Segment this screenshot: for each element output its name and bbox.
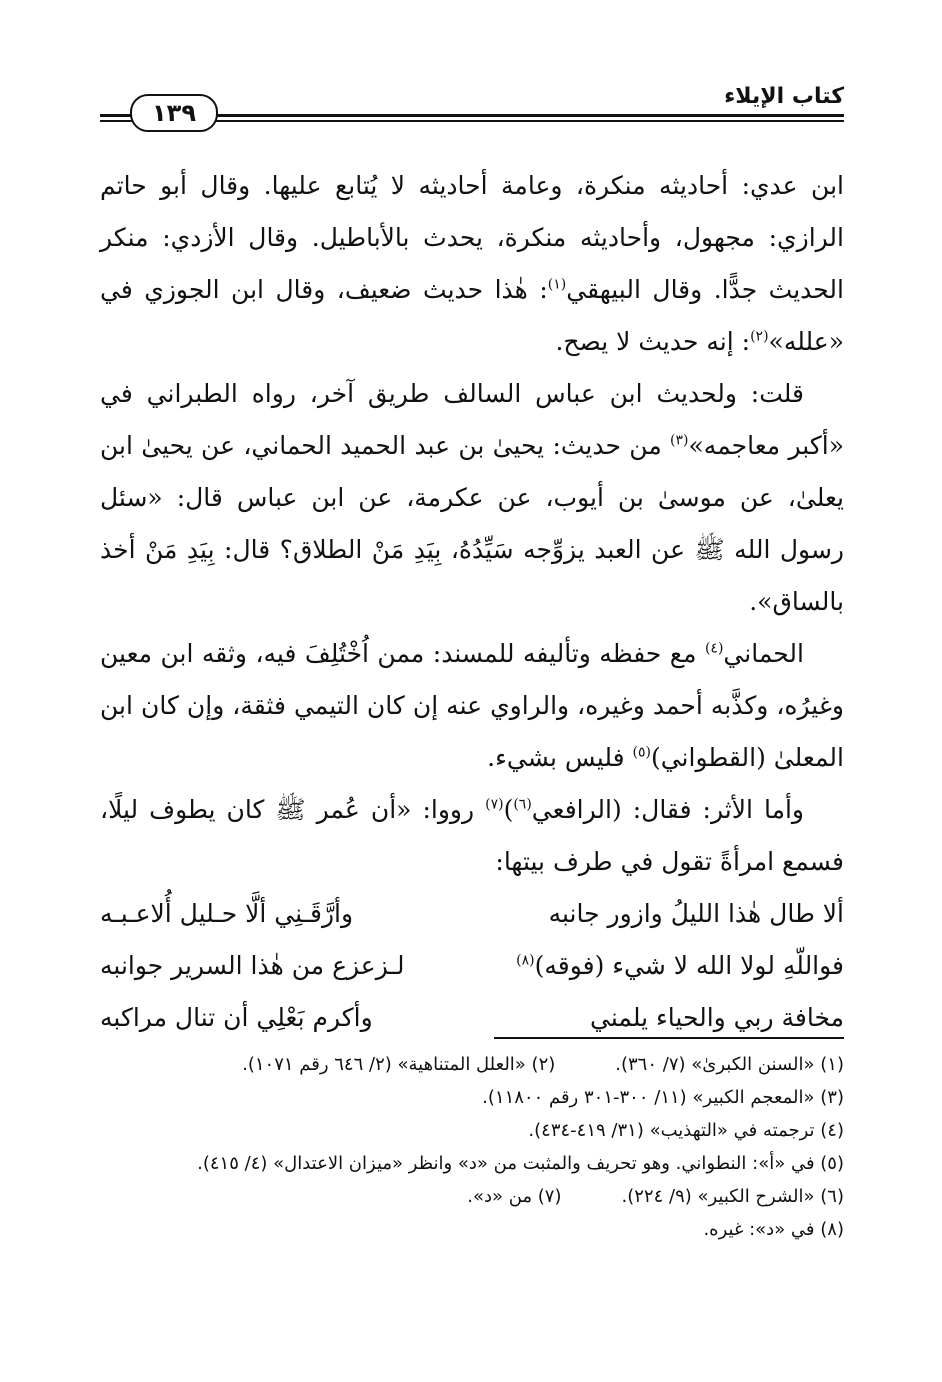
paragraph-text: : إنه حديث لا يصح.	[555, 327, 751, 356]
footnote-ref: (٦)	[513, 796, 532, 813]
poem	[100, 888, 844, 1044]
paragraph-text: مع حفظه وتأليفه للمسند: ممن اُخْتُلِفَ فيه، وثقه ابن معين وغيرُه، وكذَّبه أحمد وغيره، والراوي عنه إن كان التيمي فثقة، وإن كان ابن المعلىٰ (القطواني)	[100, 639, 844, 772]
paragraph-text: الحماني	[723, 639, 804, 668]
running-title: كتاب الإيلاء	[724, 84, 844, 109]
paragraph-text: قلت: ولحديث ابن عباس السالف طريق آخر، رواه الطبراني في «أكبر معاجمه»	[100, 379, 844, 460]
verse-second-hemistich: وأرَّقَـنِي ألَّا حـليل أُلاعـبـه	[100, 899, 354, 928]
footnote: (٥) في «أ»: النطواني. وهو تحريف والمثبت من «د» وانظر «ميزان الاعتدال» (٤/ ٤١٥).	[197, 1153, 844, 1174]
paragraph-text: ابن عدي: أحاديثه منكرة، وعامة أحاديثه لا يُتابع عليها. وقال أبو حاتم الرازي: مجهول، وأحاديثه منكرة، يحدث بالأباطيل. وقال الأزدي: منكر الحديث جدًّا. وقال البيهقي	[100, 171, 844, 304]
verse-text: ألا طال هٰذا الليلُ وازور جانبه	[548, 899, 844, 928]
footnote: (١) «السنن الكبرىٰ» (٧/ ٣٦٠).	[615, 1054, 844, 1075]
verse-first-hemistich	[487, 888, 844, 940]
footnote-line	[100, 1147, 844, 1180]
footnotes	[100, 1048, 844, 1246]
paragraph-text: : هٰذا حديث ضعيف، وقال ابن الجوزي في «علله»	[100, 275, 844, 356]
footnote-ref: (٢)	[750, 328, 769, 345]
footnote: (٣) «المعجم الكبير» (١١/ ٣٠٠-٣٠١ رقم ١١٨٠٠).	[482, 1087, 844, 1108]
footnote-separator	[494, 1037, 844, 1039]
paragraph-text: فليس بشيء.	[487, 743, 633, 772]
footnote: (٨) في «د»: غيره.	[703, 1219, 844, 1240]
verse-second-hemistich: وأكرم بَعْلِي أن تنال مراكبه	[100, 1003, 373, 1032]
page-header	[100, 80, 844, 130]
footnote-line	[100, 1213, 844, 1246]
paragraph-text: وأما الأثر: فقال: (الرافعي	[531, 795, 804, 824]
verse-text: فواللّهِ لولا الله لا شيء (فوقه)	[534, 951, 844, 980]
paragraph	[100, 160, 844, 368]
footnote-line	[100, 1180, 844, 1213]
paragraph-text: )	[503, 795, 514, 824]
footnote-ref: (٤)	[704, 640, 724, 657]
footnote: (٦) «الشرح الكبير» (٩/ ٢٢٤).	[621, 1186, 844, 1207]
document-page	[100, 80, 844, 1370]
footnote-ref: (٣)	[670, 432, 689, 449]
poem-verse	[100, 888, 844, 940]
footnote-ref: (٧)	[485, 796, 504, 813]
verse-second-hemistich: لـزعزع من هٰذا السرير جوانبه	[100, 951, 405, 980]
footnote-line	[100, 1114, 844, 1147]
footnote-ref: (١)	[547, 276, 567, 293]
paragraphs	[100, 160, 844, 888]
main-text	[100, 160, 844, 1044]
paragraph-text: من حديث: يحيىٰ بن عبد الحميد الحماني، عن يحيىٰ ابن يعلىٰ، عن موسىٰ بن أيوب، عن عكرمة، عن ابن عباس قال: «سئل رسول الله ﷺ عن العبد يزوِّجه سَيِّدُهُ، بِيَدِ مَنْ الطلاق؟ قال: بِيَدِ مَنْ أخذ بالساق».	[100, 431, 844, 616]
verse-text: مخافة ربي والحياء يلمني	[590, 1003, 844, 1032]
paragraph	[100, 368, 844, 628]
paragraph	[100, 628, 844, 784]
footnote: (٤) ترجمته في «التهذيب» (٣١/ ٤١٩-٤٣٤).	[528, 1120, 844, 1141]
poem-verse	[100, 940, 844, 992]
footnote-ref: (٨)	[516, 952, 535, 969]
footnote-line	[100, 1081, 844, 1114]
verse-first-hemistich	[487, 940, 844, 992]
paragraph-text: رووا: «أن عُمر ﷺ كان يطوف ليلًا، فسمع امرأةً تقول في طرف بيتها:	[100, 795, 844, 876]
page-number: ١٣٩	[130, 94, 218, 132]
footnote: (٢) «العلل المتناهية» (٢/ ٦٤٦ رقم ١٠٧١).	[242, 1054, 556, 1075]
footnote-line	[100, 1048, 844, 1081]
footnote: (٧) من «د».	[467, 1186, 562, 1207]
paragraph	[100, 784, 844, 888]
footnote-ref: (٥)	[632, 744, 651, 761]
